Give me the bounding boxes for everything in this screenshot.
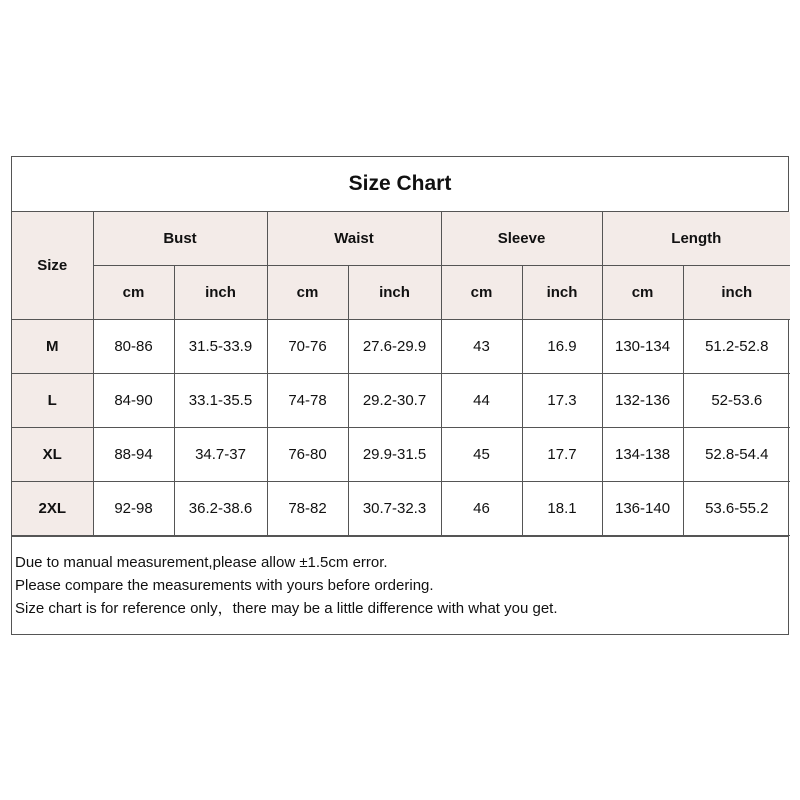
table-cell: 17.3 xyxy=(522,374,602,428)
table-cell: 134-138 xyxy=(602,428,683,482)
table-cell: 51.2-52.8 xyxy=(683,320,790,374)
size-label: M xyxy=(12,320,93,374)
unit-header-bust-inch: inch xyxy=(174,266,267,320)
table-cell: 70-76 xyxy=(267,320,348,374)
unit-header-length-cm: cm xyxy=(602,266,683,320)
group-header-length: Length xyxy=(602,212,790,266)
unit-header-sleeve-inch: inch xyxy=(522,266,602,320)
table-cell: 33.1-35.5 xyxy=(174,374,267,428)
table-cell: 52-53.6 xyxy=(683,374,790,428)
size-label: L xyxy=(12,374,93,428)
unit-header-sleeve-cm: cm xyxy=(441,266,522,320)
group-header-bust: Bust xyxy=(93,212,267,266)
notes-section xyxy=(12,536,788,634)
group-header-sleeve: Sleeve xyxy=(441,212,602,266)
size-chart xyxy=(11,156,789,635)
table-cell: 29.2-30.7 xyxy=(348,374,441,428)
table-cell: 130-134 xyxy=(602,320,683,374)
table-cell: 74-78 xyxy=(267,374,348,428)
chart-title: Size Chart xyxy=(12,157,788,212)
unit-header-bust-cm: cm xyxy=(93,266,174,320)
table-cell: 45 xyxy=(441,428,522,482)
table-cell: 36.2-38.6 xyxy=(174,482,267,536)
size-table xyxy=(12,212,790,536)
table-cell: 31.5-33.9 xyxy=(174,320,267,374)
table-cell: 84-90 xyxy=(93,374,174,428)
table-cell: 132-136 xyxy=(602,374,683,428)
note-line: Due to manual measurement,please allow ±1.5cm error. xyxy=(15,554,388,571)
table-cell: 27.6-29.9 xyxy=(348,320,441,374)
table-cell: 18.1 xyxy=(522,482,602,536)
table-row xyxy=(12,428,790,482)
table-cell: 80-86 xyxy=(93,320,174,374)
group-header-row xyxy=(12,212,790,266)
table-cell: 52.8-54.4 xyxy=(683,428,790,482)
table-cell: 43 xyxy=(441,320,522,374)
table-cell: 88-94 xyxy=(93,428,174,482)
note-line: Size chart is for reference only，there may be a little difference with what you get. xyxy=(15,600,558,617)
table-cell: 44 xyxy=(441,374,522,428)
table-cell: 34.7-37 xyxy=(174,428,267,482)
table-cell: 136-140 xyxy=(602,482,683,536)
unit-header-length-inch: inch xyxy=(683,266,790,320)
table-cell: 92-98 xyxy=(93,482,174,536)
unit-header-waist-cm: cm xyxy=(267,266,348,320)
table-cell: 46 xyxy=(441,482,522,536)
table-row xyxy=(12,482,790,536)
note-line: Please compare the measurements with yours before ordering. xyxy=(15,577,434,594)
size-header: Size xyxy=(12,212,93,320)
table-row xyxy=(12,374,790,428)
table-cell: 30.7-32.3 xyxy=(348,482,441,536)
size-label: XL xyxy=(12,428,93,482)
table-cell: 53.6-55.2 xyxy=(683,482,790,536)
table-cell: 29.9-31.5 xyxy=(348,428,441,482)
unit-header-waist-inch: inch xyxy=(348,266,441,320)
table-cell: 17.7 xyxy=(522,428,602,482)
table-cell: 78-82 xyxy=(267,482,348,536)
group-header-waist: Waist xyxy=(267,212,441,266)
table-cell: 16.9 xyxy=(522,320,602,374)
table-cell: 76-80 xyxy=(267,428,348,482)
unit-header-row xyxy=(12,266,790,320)
table-row xyxy=(12,320,790,374)
size-label: 2XL xyxy=(12,482,93,536)
